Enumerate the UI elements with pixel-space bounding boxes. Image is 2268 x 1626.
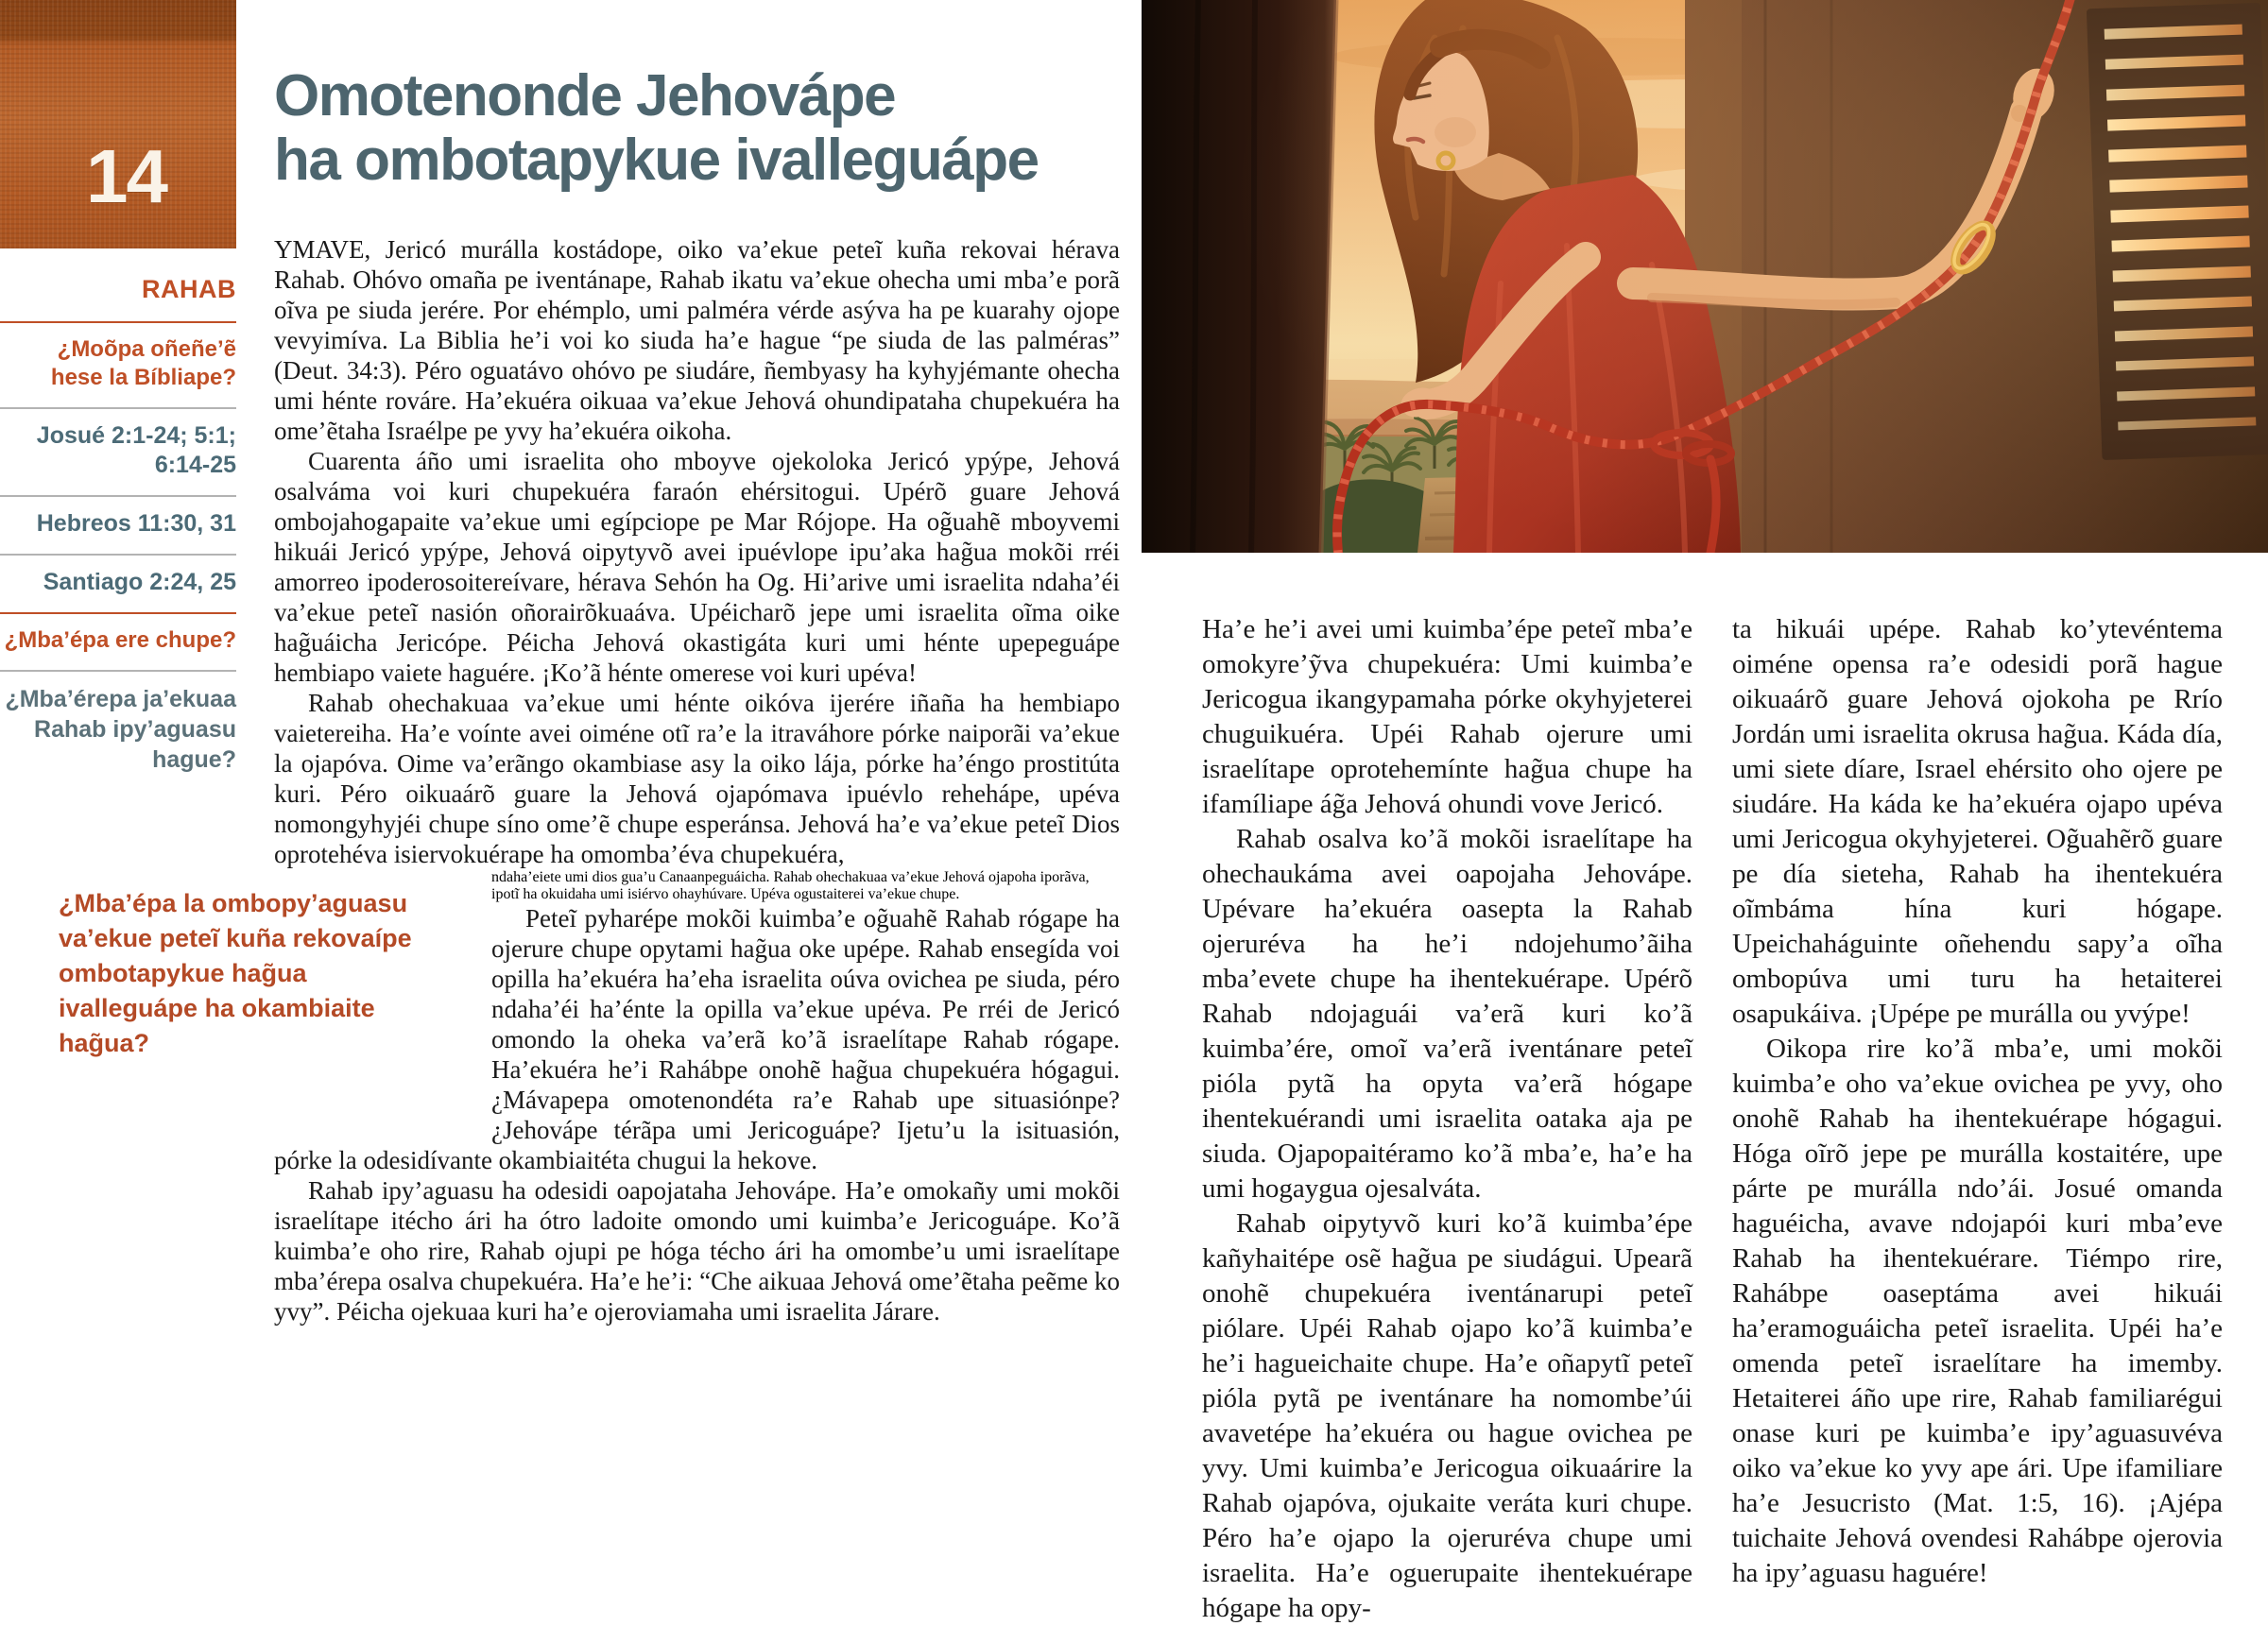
paragraph-3-after-quote: ndaha’eiete umi dios gua’u Canaanpeguáicha. Rahab ohechakuaa va’ekue Jehová ojapoha iporãva, ipotĩ ha okuidaha umi isiérvo ohayhúvare. Upéva ogustaiterei va’ekue chupe. bbox=[491, 869, 1090, 902]
chapter-banner bbox=[0, 0, 236, 248]
illustration-canvas bbox=[1142, 0, 2268, 553]
paragraph-4: Peteĩ pyharépe mokõi kuimba’e og̃uahẽ Rahab rógape ha ojerure chupe opytami hag̃ua oke upépe. Rahab ensegída voi opilla ha’ekuéra ha’eha israelita oúva ovichea pe siuda, péro ndaha’éi ha’énte la opilla va’ekue upéva. Pe rréi de Jericó omondo la oheka va’erã ko’ã israelítape Rahab rógape. Ha’ekuéra he’i Rahábpe onohẽ hag̃ua chupekuéra hógagui. ¿Mávapepa omotenondéta ra’e Rahab upe situasiónpe? ¿Jehovápe térãpa umi Jericoguápe? Ijetu’u la isituasión, pórke la odesidívante okambiaitéta chugui la hekove. bbox=[274, 904, 1120, 1174]
sidebar-question-where-discussed: ¿Moõpa oñeñe’ẽ hese la Bíbliape? bbox=[0, 321, 236, 407]
scripture-reference-josue: Josué 2:1-24; 5:1; 6:14-25 bbox=[0, 407, 236, 495]
paragraph-8-continued: ta hikuái upépe. Rahab ko’ytevéntema oiméne opensa ra’e odesidi porã hague oikuaárõ guare Jehová ojokoha pe Rrío Jordán umi israelita okrusa hag̃ua. Káda día, umi siete díare, Israel ehérsito oho ojere pe siudáre. Ha káda ke ha’ekuéra ojapo upéva umi Jericogua okyhyjeterei. Og̃uahẽrõ guare pe día sieteha, Rahab ha ihentekuéra oĩmbáma hína kuri hógape. Upeichaháguinte oñehendu sapy’a oĩha ombopúva umi turu ha hetaiterei osapukáiva. ¡Upépe pe murálla ou yvýpe! bbox=[1732, 614, 2223, 1029]
sidebar-question-why-courageous: ¿Mba’érepa ja’ekuaa Rahab ipy’aguasu hague? bbox=[0, 670, 236, 790]
paragraph-7: Rahab osalva ko’ã mokõi israelítape ha ohechaukáma avei oapojaha Jehovápe. Upévare ha’ekuéra oasepta la Rahab ojeruréva ha he’i ndojehumo’ãiha mba’evete chupe ha ihentekuérape. Upérõ Rahab ndojaguái va’erã kuri ko’ã kuimba’ére, omoĩ va’erã iventánare peteĩ pióla pytã ha opyta va’erã hógape ihentekuérandi umi israelita oataka aja pe siuda. Ojapopaitéramo ko’ã mba’e, ha’e ha umi hogaygua ojesalváta. bbox=[1202, 824, 1692, 1204]
paragraph-5: Rahab ipy’aguasu ha odesidi oapojataha Jehovápe. Ha’e omokañy umi mokõi israelítape itécho ári ha ótro ladoite omondo umi kuimba’e Jericoguápe. Ko’ã kuimba’e oho rire, Rahab ojupi pe hóga técho ári ha omombe’u umi israelítape mba’érepa osalva chupekuéra. Ha’e he’i: “Che aikuaa Jehová ome’ẽtaha peẽme ko yvy”. Péicha ojekuaa kuri ha’e ojeroviamaha umi israelita Járare. bbox=[274, 1176, 1120, 1326]
page-title-line1: Omotenonde Jehovápe bbox=[274, 63, 896, 128]
scripture-reference-hebreos: Hebreos 11:30, 31 bbox=[0, 495, 236, 554]
chapter-sidebar bbox=[0, 0, 236, 790]
paragraph-3-before-quote: Rahab ohechakuaa va’ekue umi hénte oikóva ijerére iñaña ha hembiapo vaietereiha. Ha’e voínte avei oiméne otĩ ra’e la itraváhore pórke naiporãi va’ekue la ojapóva. Oime va’erãngo okambiase asy la oiko lája, pórke ha’éngo prostitúta kuri. Péro oikuaárõ guare la Jehová ojapómava ipuévlo rehehápe, upéva nomongyhyjéi chupe síno ome’ẽ chupe esperánsa. Jehová ha’e va’ekue peteĩ Dios oprotehéva isiervokuérape ha omomba’éva chupekuéra, bbox=[274, 689, 1120, 868]
sidebar-question-what-say: ¿Mba’épa ere chupe? bbox=[0, 612, 236, 670]
paragraph-2: Cuarenta áño umi israelita oho mboyve ojekoloka Jericó ypýpe, Jehová osalváma voi kuri chupekuéra faraón ehérsitogui. Upérõ guare Jehová ombojahogapaite va’ekue umi egípciope pe Mar Rójope. Ha og̃uahẽ mboyvemi hikuái Jericó ypýpe, Jehová oipytyvõ avei ipuévlope ipu’aka hag̃ua mokõi rréi amorreo ipoderosoitereívare, hérava Sehón ha Og. Hi’arive umi israelita ndaha’éi va’ekue peteĩ nasión oñorairõkuaáva. Upéicharõ jepe umi israelita oĩma oike hag̃uáicha Jericópe. Péicha Jehová okastigáta kuri umi hénte upepeguápe hembiapo vaiete haguére. ¡Ko’ã hénte omerese voi kuri upéva! bbox=[274, 447, 1120, 687]
paragraph-8: Rahab oipytyvõ kuri ko’ã kuimba’épe kañyhaitépe osẽ hag̃ua pe siudágui. Upearã onohẽ chupekuéra iventánarupi peteĩ piólare. Upéi Rahab ojapo ko’ã kuimba’e he’i hagueichaite chupe. Ha’e oñapytĩ peteĩ pióla pytã pe iventánare ha nomombe’úi avavetépe ha’ekuéra ou hague ovichea pe yvy. Umi kuimba’e Jericogua oikuaárire la Rahab ojapóva, ojukaite veráta kuri chupe. Péro ha’e ojapo la ojeruréva chupe umi israelita. Ha’e oguerupaite ihentekuérape hógape ha opy- bbox=[1202, 1208, 1692, 1623]
right-column-2 bbox=[1732, 612, 2223, 1626]
pull-quote-text: ¿Mba’épa la ombopy’aguasu va’ekue peteĩ kuña rekovaípe ombotapykue hag̃ua ivalleguápe ha okambiaite hag̃ua? bbox=[59, 889, 412, 1057]
chapter-number: 14 bbox=[86, 134, 166, 218]
page-title-line2: ha ombotapykue ivalleguápe bbox=[274, 128, 1039, 193]
warm-light-overlay bbox=[1142, 0, 2268, 553]
paragraph-6: Ha’e he’i avei umi kuimba’épe peteĩ mba’e omokyre’ỹva chupekuéra: Umi kuimba’e Jericogua ikangypamaha pórke okyhyjeterei chuguikuéra. Upéi Rahab ojerure umi israelítape oprotehemínte hag̃ua chupe ha ifamíliape ág̃a Jehová ohundi vove Jericó. bbox=[1202, 614, 1692, 819]
right-column-1 bbox=[1202, 612, 1692, 1626]
pull-quote bbox=[59, 881, 448, 1116]
paragraph-9: Oikopa rire ko’ã mba’e, umi mokõi kuimba’e oho va’ekue ovichea pe yvy, oho onohẽ Rahab ha ihentekuérape hógagui. Hóga oĩrõ jepe pe murálla kostaitére, upe párte pe murálla ndo’ái. Josué omanda haguéicha, avave ndojapói kuri mba’eve Rahab ha ihentekuérare. Tiémpo rire, Rahábpe oaseptáma avei hikuái ha’eramoguáicha peteĩ israelita. Upéi ha’e omenda peteĩ israelítare ha imemby. Hetaiterei áño upe rire, Rahab familiarégui onase kuri pe kuimba’e ipy’aguasuvéva oiko va’ekue ko yvy ape ári. Upe ifamiliare ha’e Jesucristo (Mat. 1:5, 16). ¡Ajépa tuichaite Jehová ovendesi Rahábpe ojerovia ha ipy’aguasu haguére! bbox=[1732, 1034, 2223, 1588]
subject-label: RAHAB bbox=[142, 275, 236, 303]
article-right-page bbox=[1202, 612, 2223, 1626]
scripture-reference-santiago: Santiago 2:24, 25 bbox=[0, 554, 236, 612]
page-title bbox=[274, 64, 1120, 193]
rahab-window-illustration bbox=[1142, 0, 2268, 553]
paragraph-1: YMAVE, Jericó murálla kostádope, oiko va’ekue peteĩ kuña rekovai hérava Rahab. Ohóvo omaña pe iventánape, Rahab ikatu va’ekue ohecha umi mba’e porã oĩva pe siuda jerére. Por ehémplo, umi palméra vérde asýva ha pe kuarahy ojope vevyimíva. La Biblia he’i voi ko siuda ha’e hague “pe siuda de las palméras” (Deut. 34:3). Péro oguatávo ohóvo pe siudáre, ñembyasy ha kyhyjémante ohecha umi hénte rováre. Ha’ekuéra oikuaa va’ekue Jehová ohundipataha chupekuéra ha ome’ẽtaha Israélpe pe yvy ha’ekuéra oikoha. bbox=[274, 235, 1120, 445]
paragraph-3 bbox=[274, 688, 1120, 869]
